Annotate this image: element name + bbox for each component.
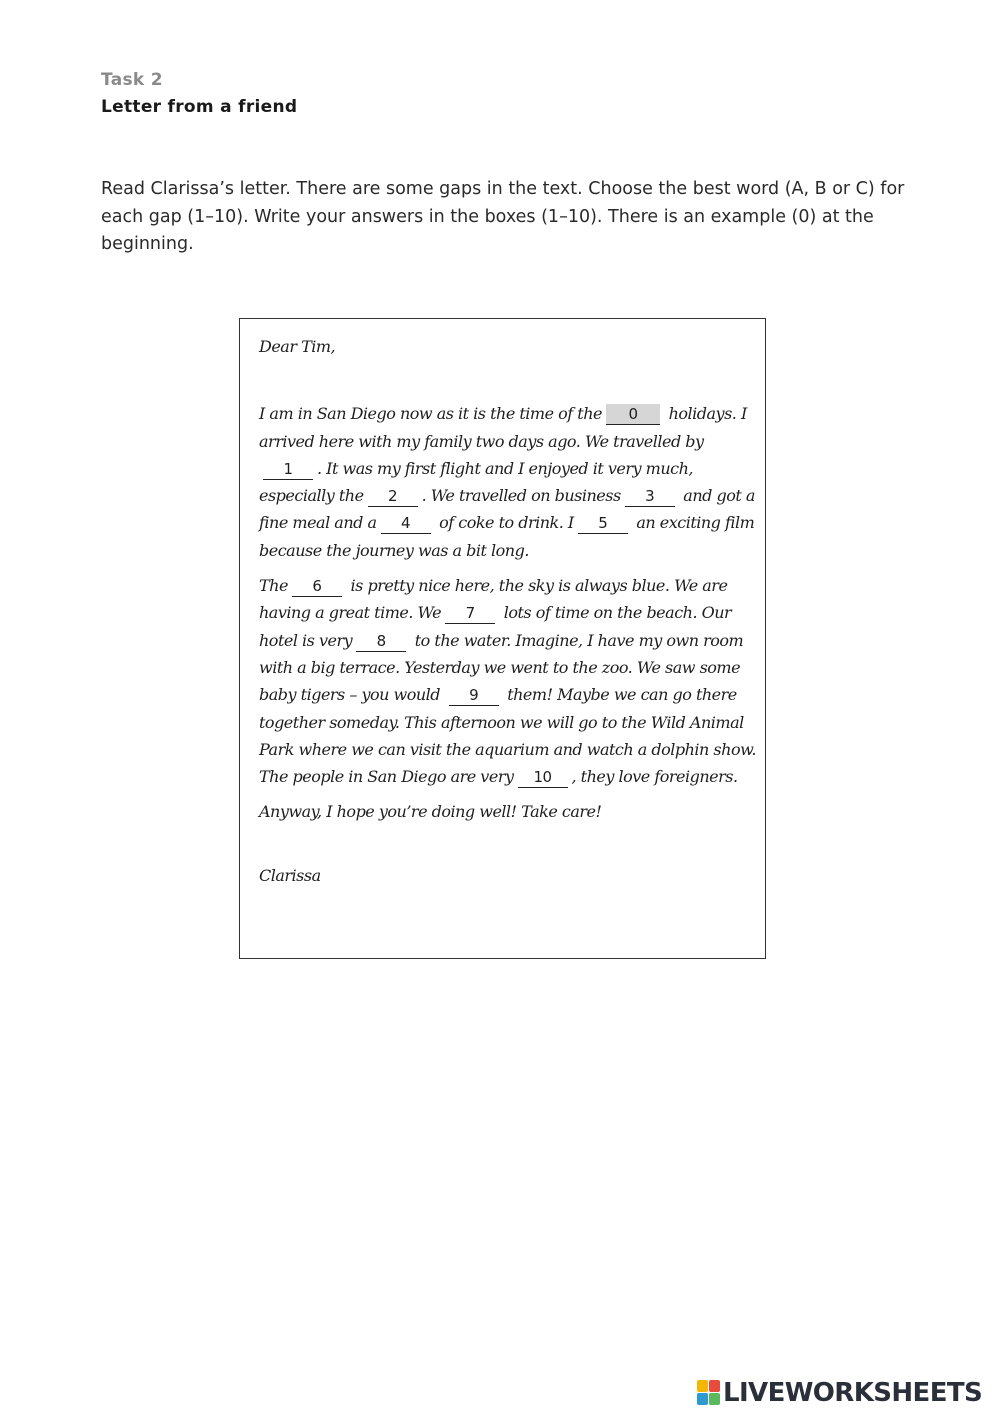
- text-segment: lots of time on the beach. Our hotel is very: [259, 603, 732, 650]
- task-title: Letter from a friend: [101, 97, 298, 117]
- text-segment: is pretty nice here, the sky is always blue. We are having a great time. We: [259, 576, 728, 623]
- gap-7[interactable]: 7: [445, 603, 495, 624]
- gap-5[interactable]: 5: [578, 513, 628, 534]
- letter-paragraph-1: [259, 400, 759, 564]
- text-segment: them! Maybe we can go there together someday. This afternoon we will go to the Wild Animal Park where we can visit the aquarium and watch a dolphin show. The people in San Diego are very: [259, 685, 756, 787]
- text-segment: and got a fine meal and a: [259, 486, 755, 533]
- text-segment: to the water. Imagine, I have my own room with a big terrace. Yesterday we went to the zoo. We saw some baby tigers – you would: [259, 630, 744, 705]
- task-number: Task 2: [101, 70, 163, 90]
- liveworksheets-brand: [697, 1378, 982, 1408]
- text-segment: of coke to drink. I: [439, 513, 574, 533]
- text-segment: . We travelled on business: [421, 486, 621, 506]
- gap-6[interactable]: 6: [292, 576, 342, 597]
- text-segment: holidays. I arrived here with my family two days ago. We travelled by: [259, 404, 747, 451]
- brand-name: LIVEWORKSHEETS: [723, 1378, 983, 1408]
- gap-0-example: 0: [606, 404, 660, 425]
- logo-square-1: [697, 1380, 708, 1392]
- text-segment: , they love foreigners.: [571, 767, 738, 787]
- logo-square-3: [697, 1393, 708, 1405]
- gap-2[interactable]: 2: [368, 486, 418, 507]
- logo-square-4: [709, 1393, 720, 1405]
- liveworksheets-logo-icon: [697, 1380, 721, 1406]
- text-segment: an exciting film because the journey was a bit long.: [259, 513, 755, 560]
- logo-square-2: [709, 1380, 720, 1392]
- letter-greeting: Dear Tim,: [259, 337, 336, 356]
- text-segment: . It was my first flight and I enjoyed it very much, especially the: [259, 458, 693, 506]
- instructions: Read Clarissa’s letter. There are some gaps in the text. Choose the best word (A, B or C) for each gap (1–10). Write your answers in the boxes (1–10). There is an example (0) at the beginning.: [101, 179, 905, 254]
- gap-10[interactable]: 10: [518, 767, 568, 788]
- text-segment: I am in San Diego now as it is the time of the: [259, 404, 602, 424]
- gap-3[interactable]: 3: [625, 486, 675, 507]
- letter-paragraph-2: [259, 572, 759, 790]
- letter-closing: Anyway, I hope you’re doing well! Take care!: [259, 802, 602, 822]
- letter-signature: Clarissa: [259, 865, 321, 885]
- text-segment: The: [259, 576, 288, 596]
- gap-1[interactable]: 1: [263, 459, 313, 480]
- gap-9[interactable]: 9: [449, 685, 499, 706]
- gap-4[interactable]: 4: [381, 513, 431, 534]
- gap-8[interactable]: 8: [356, 631, 406, 652]
- letter-box: [239, 318, 766, 959]
- letter-body: [259, 333, 759, 889]
